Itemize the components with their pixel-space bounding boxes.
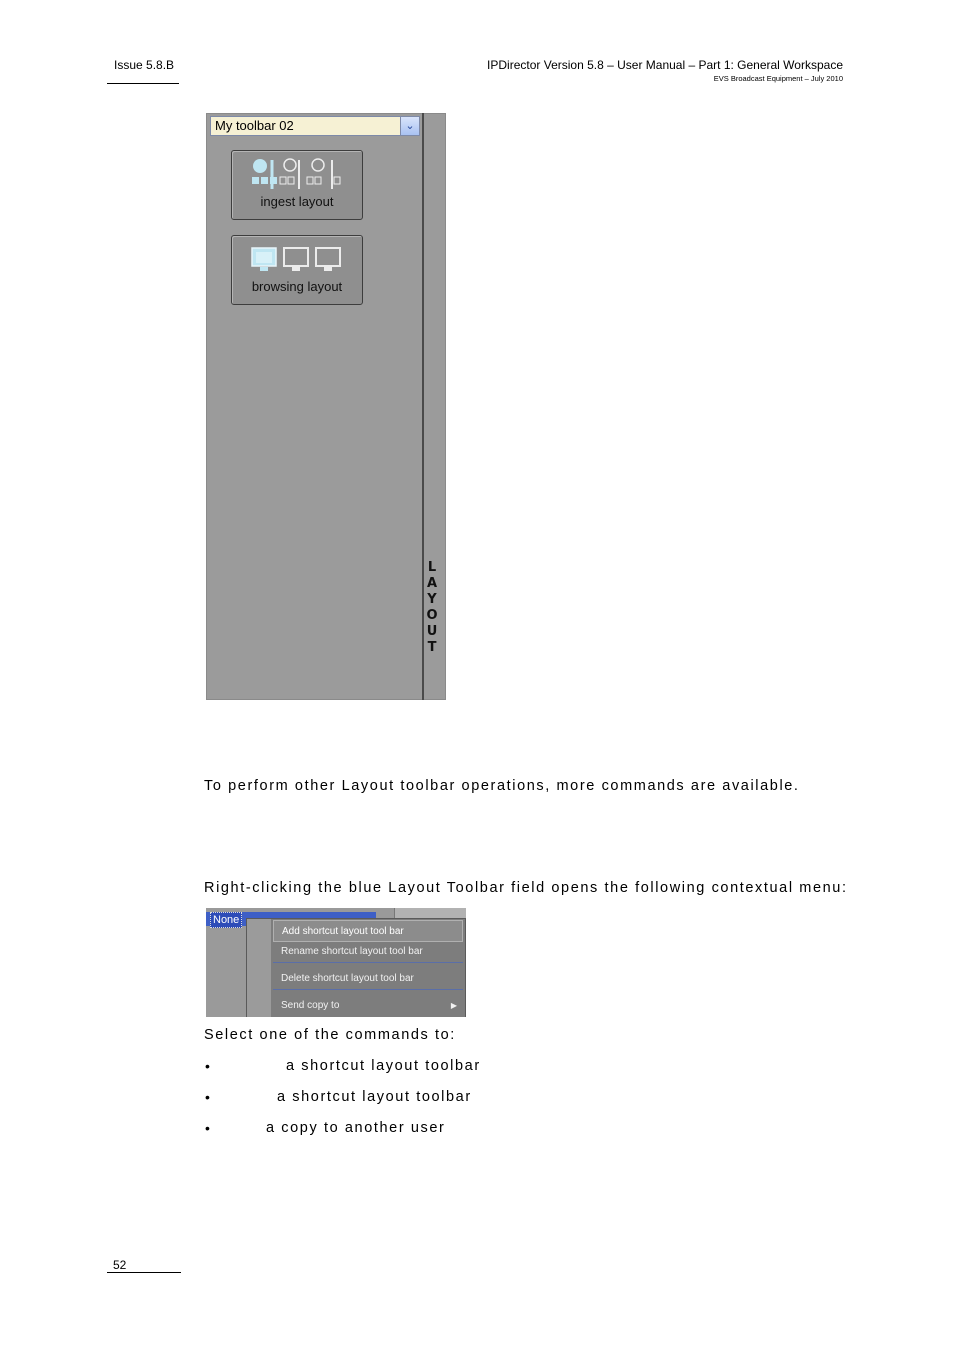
toolbar-select[interactable] <box>210 116 420 136</box>
layout-tab-letter: Y <box>427 592 437 607</box>
layout-tab-letter: O <box>426 608 438 623</box>
ingest-layout-button[interactable] <box>231 150 363 220</box>
submenu-arrow-icon: ▶ <box>450 1001 457 1010</box>
menu-item-send-copy-label: Send copy to <box>281 1000 340 1011</box>
header-subtitle: EVS Broadcast Equipment – July 2010 <box>713 74 843 83</box>
menu-item-rename-shortcut[interactable]: Rename shortcut layout tool bar <box>273 941 463 963</box>
chevron-down-icon[interactable]: ⌄ <box>400 117 419 135</box>
layout-toolbar-divider <box>422 113 424 700</box>
paragraph-more-commands: To perform other Layout toolbar operations, more commands are available. <box>204 778 800 794</box>
paragraph-select-command: Select one of the commands to: <box>204 1027 456 1043</box>
header-title: IPDirector Version 5.8 – User Manual – Part 1: General Workspace <box>487 58 843 72</box>
ingest-layout-icon <box>248 157 344 191</box>
ingest-layout-label: ingest layout <box>260 194 334 209</box>
paragraph-right-click: Right-clicking the blue Layout Toolbar field opens the following contextual menu: <box>204 880 848 896</box>
menu-item-add-shortcut[interactable]: Add shortcut layout tool bar <box>273 920 463 942</box>
header-issue: Issue 5.8.B <box>114 58 175 72</box>
bullet-icon: • <box>205 1058 210 1074</box>
bullet-text-send: a copy to another user <box>266 1120 446 1136</box>
menu-item-send-copy[interactable] <box>273 995 463 1017</box>
toolbar-select-value: My toolbar 02 <box>215 118 294 133</box>
bullet-icon: • <box>205 1089 210 1105</box>
layout-tab-letter: L <box>427 560 437 575</box>
layout-toolbar-field-value: None <box>210 912 242 928</box>
browsing-layout-button[interactable] <box>231 235 363 305</box>
footer-rule <box>107 1272 181 1273</box>
layout-tab-letter: U <box>426 624 438 639</box>
header-left-rule <box>107 83 179 84</box>
layout-tab-letter: T <box>427 640 437 655</box>
monitors-icon <box>250 246 346 276</box>
page-number: 52 <box>113 1258 127 1272</box>
bullet-text-rename: a shortcut layout toolbar <box>277 1089 472 1105</box>
bullet-icon: • <box>205 1120 210 1136</box>
layout-side-tab[interactable] <box>426 560 438 656</box>
context-menu <box>246 918 466 1017</box>
bullet-text-add: a shortcut layout toolbar <box>286 1058 481 1074</box>
layout-tab-letter: A <box>426 576 438 591</box>
menu-item-delete-shortcut[interactable]: Delete shortcut layout tool bar <box>273 968 463 990</box>
context-menu-figure <box>206 908 466 1017</box>
context-menu-gutter <box>247 919 271 1017</box>
browsing-layout-label: browsing layout <box>251 279 343 294</box>
